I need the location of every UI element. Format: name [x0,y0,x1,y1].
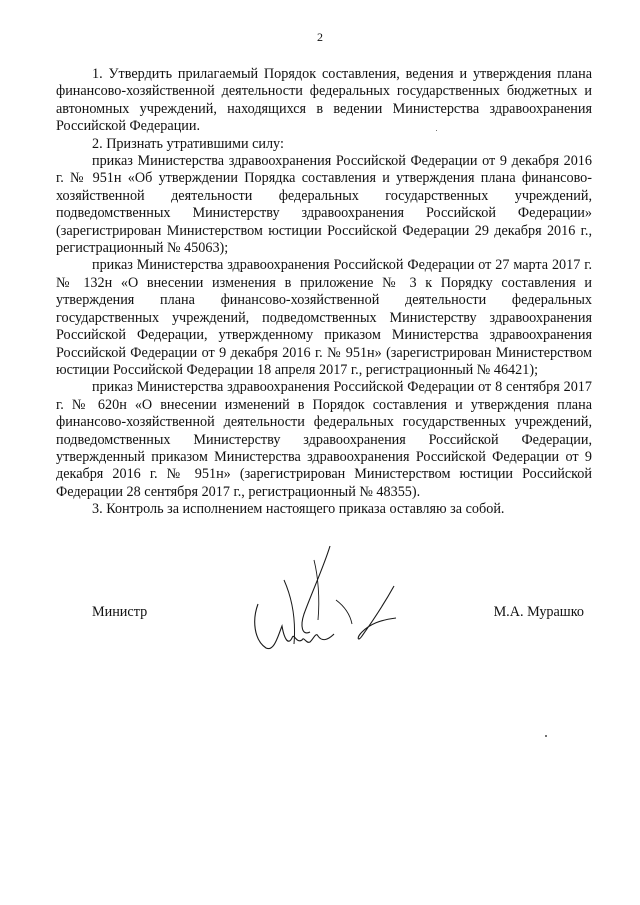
signatory-title: Министр [92,604,148,620]
page-number: 2 [317,30,323,44]
paragraph-order-620n: приказ Министерства здравоохранения Российской Федерации от 8 сентября 2017 г. № 620н «О внесении изменений в Порядок составления и утверждения плана финансово-хозяйственной деятельности федеральных государственных учреждений, подведомственных Министерству здравоохранения Российской Федерации, утвержденный приказом Министерства здравоохранения Российской Федерации от 9 декабря 2016 г. № 951н» (зарегистрирован Министерством юстиции Российской Федерации 28 сентября 2017 г., регистрационный № 48355). [56,379,592,500]
paragraph-control: 3. Контроль за исполнением настоящего приказа оставляю за собой. [92,501,505,518]
paragraph-order-132n: приказ Министерства здравоохранения Российской Федерации от 27 марта 2017 г. № 132н «О внесении изменения в приложение № 3 к Порядку составления и утверждения плана финансово-хозяйственной деятельности федеральных государственных учреждений, подведомственных Министерству здравоохранения Российской Федерации, утвержденному приказом Министерства здравоохранения Российской Федерации от 9 декабря 2016 г. № 951н» (зарегистрирован Министерством юстиции Российской Федерации 18 апреля 2017 г., регистрационный № 46421); [56,257,592,378]
signatory-name: М.А. Мурашко [493,604,584,620]
scan-speck [436,130,437,131]
paragraph-approve-procedure: 1. Утвердить прилагаемый Порядок составления, ведения и утверждения плана финансово-хозяйственной деятельности федеральных государственных бюджетных и автономных учреждений, находящихся в ведении Министерства здравоохранения Российской Федерации. [56,66,592,135]
scan-speck [545,735,547,737]
document-body [56,66,592,519]
signature-row [0,604,640,634]
paragraph-repeal-intro: 2. Признать утратившими силу: [92,135,284,152]
paragraph-order-951n: приказ Министерства здравоохранения Российской Федерации от 9 декабря 2016 г. № 951н «Об утверждении Порядка составления и утверждения плана финансово-хозяйственной деятельности федеральных государственных учреждений, подведомственных Министерству здравоохранения Российской Федерации» (зарегистрирован Министерством юстиции Российской Федерации 29 декабря 2016 г., регистрационный № 45063); [56,153,592,257]
